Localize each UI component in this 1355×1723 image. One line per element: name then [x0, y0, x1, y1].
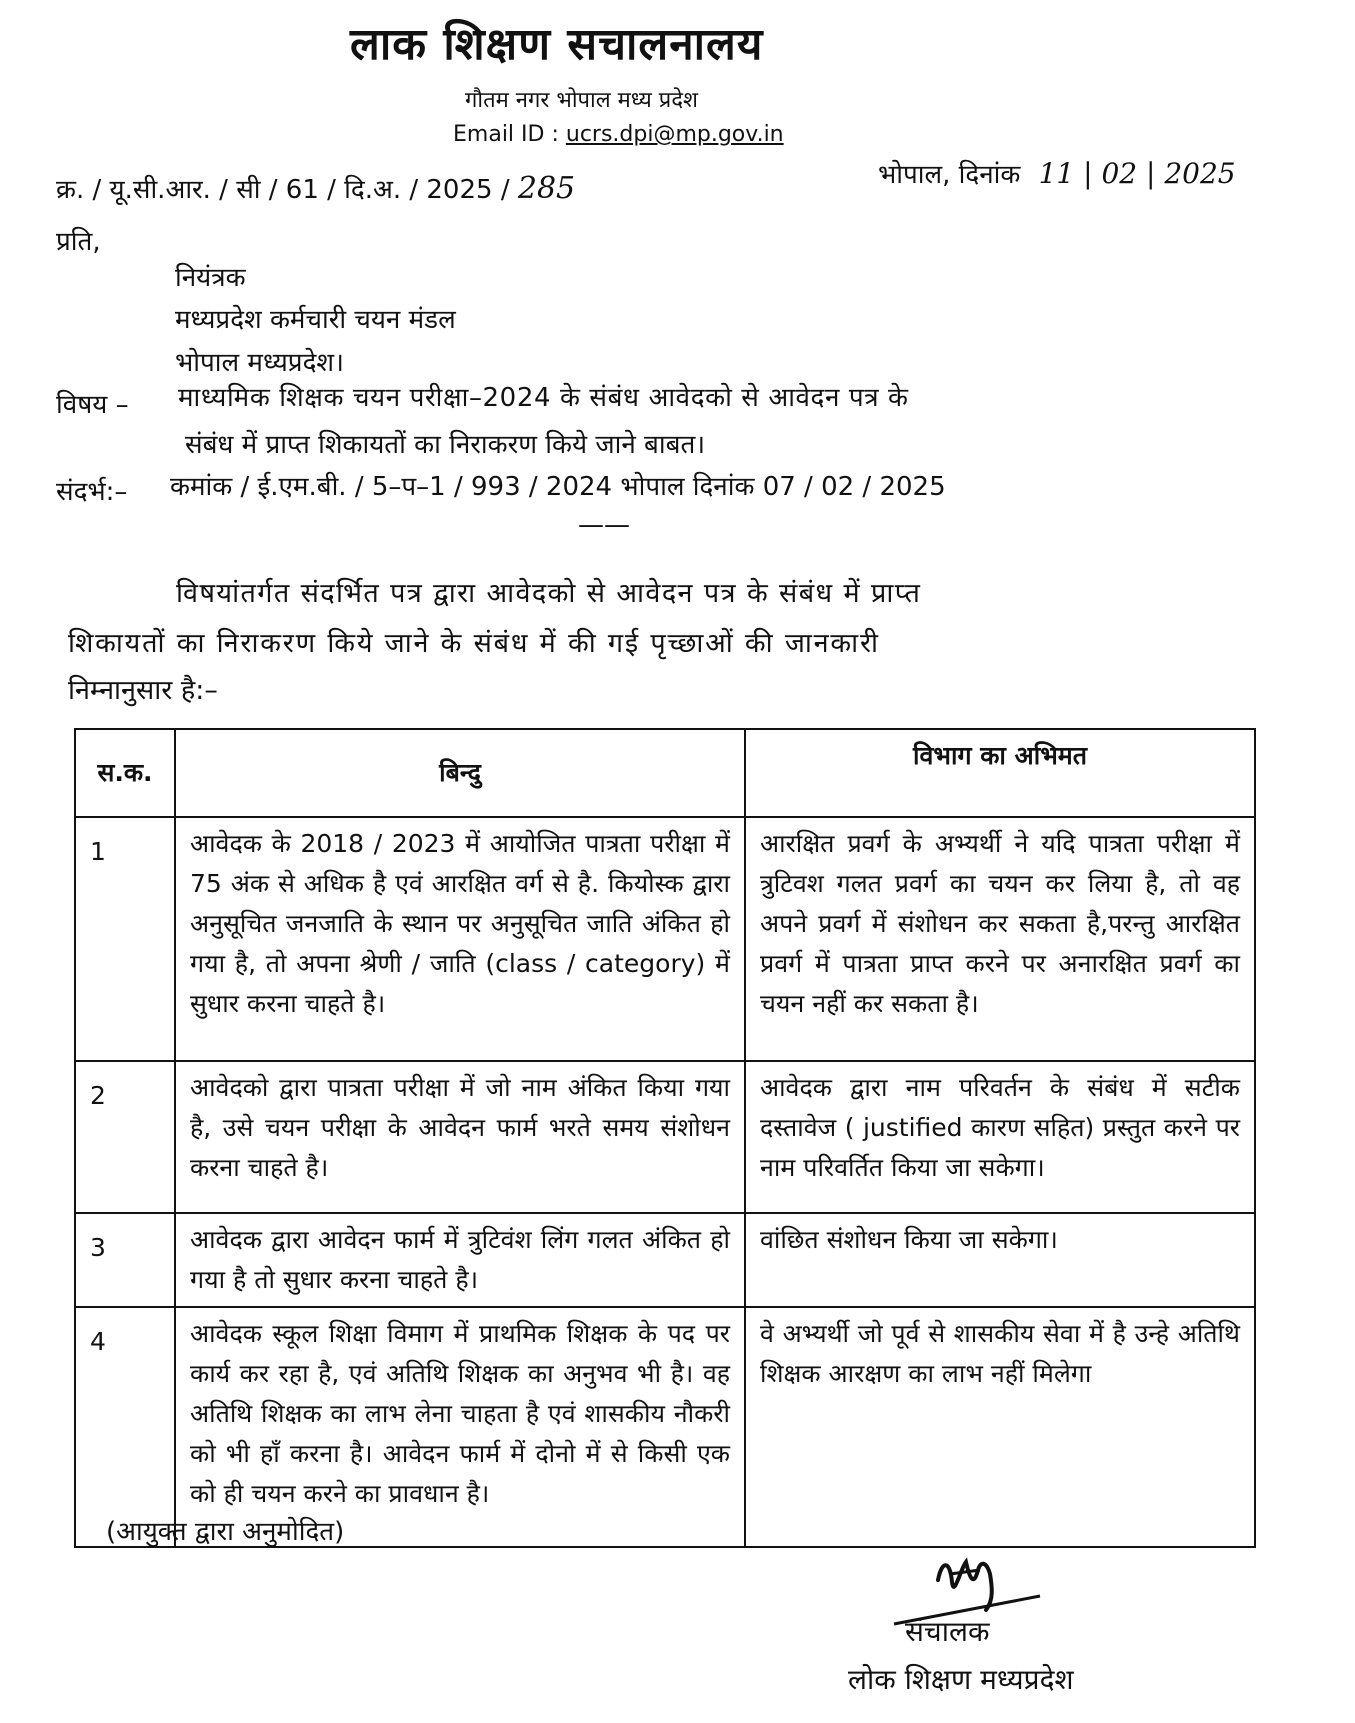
letter-number-handwritten: 285 [517, 171, 576, 206]
email-label: Email ID : [453, 122, 559, 147]
table-row [75, 1307, 1255, 1547]
intro-line-2: शिकायतों का निराकरण किये जाने के संबंध में की गई पृच्छाओं की जानकारी [68, 628, 880, 659]
reference-separator: —— [578, 510, 630, 540]
row-point: आवेदक स्कूल शिक्षा विमाग में प्राथमिक शिक्षक के पद पर कार्य कर रहा है, एवं अतिथि शिक्षक का अनुभव भी है। वह अतिथि शिक्षक का लाभ लेना चाहता है एवं शासकीय नौकरी को भी हाँ करना है। आवेदन फार्म में दोनो में से किसी एक को ही चयन करने का प्रावधान है। [175, 1307, 745, 1547]
row-serial: 1 [75, 817, 175, 1061]
reference-text: कमांक / ई.एम.बी. / 5–प–1 / 993 / 2024 भोपाल दिनांक 07 / 02 / 2025 [170, 472, 946, 502]
addressee-line-1: नियंत्रक [175, 263, 246, 293]
row-point: आवेदक के 2018 / 2023 में आयोजित पात्रता परीक्षा में 75 अंक से अधिक है एवं आरक्षित वर्ग से है. कियोस्क द्वारा अनुसूचित जनजाति के स्थान पर अनुसूचित जाति अंकित हो गया है, तो अपना श्रेणी / जाति (class / category) में सुधार करना चाहते है। [175, 817, 745, 1061]
date-handwritten: 11 | 02 | 2025 [1038, 157, 1236, 190]
subject-line-2: संबंध में प्राप्त शिकायतों का निराकरण किये जाने बाबत। [185, 430, 706, 460]
row-serial: 2 [75, 1061, 175, 1213]
email-line [453, 122, 784, 147]
header-point: बिन्दु [175, 729, 745, 817]
subject-line-1: माध्यमिक शिक्षक चयन परीक्षा–2024 के संबंध आवेदको से आवेदन पत्र के [178, 383, 909, 413]
intro-line-1: विषयांतर्गत संदर्भित पत्र द्वारा आवेदको से आवेदन पत्र के संबंध में प्राप्त [176, 578, 922, 609]
table-header-row [75, 729, 1255, 817]
table-row [75, 1061, 1255, 1213]
place-date [878, 155, 1236, 191]
row-opinion: वे अभ्यर्थी जो पूर्व से शासकीय सेवा में है उन्हे अतिथि शिक्षक आरक्षण का लाभ नहीं मिलेगा [745, 1307, 1255, 1547]
addressee-line-2: मध्यप्रदेश कर्मचारी चयन मंडल [175, 305, 456, 335]
letter-number-prefix: क्र. / यू.सी.आर. / सी / 61 / दि.अ. / 2025 / [56, 175, 510, 205]
addressee-line-3: भोपाल मध्यप्रदेश। [175, 348, 344, 378]
row-serial: 4 [75, 1307, 175, 1547]
table-row [75, 817, 1255, 1061]
row-opinion: आरक्षित प्रवर्ग के अभ्यर्थी ने यदि पात्रता परीक्षा में त्रुटिवश गलत प्रवर्ग का चयन कर लिया है, तो वह अपने प्रवर्ग में संशोधन कर सकता है,परन्तु आरक्षित प्रवर्ग में पात्रता प्राप्त करने पर अनारक्षित प्रवर्ग का चयन नहीं कर सकता है। [745, 817, 1255, 1061]
office-address: गौतम नगर भोपाल मध्य प्रदेश [465, 88, 698, 113]
signatory-office: लोक शिक्षण मध्यप्रदेश [848, 1663, 1074, 1696]
table-row [75, 1213, 1255, 1307]
complaint-table [74, 728, 1256, 1548]
row-serial: 3 [75, 1213, 175, 1307]
approval-note: (आयुक्त द्वारा अनुमोदित) [106, 1517, 345, 1547]
row-point: आवेदक द्वारा आवेदन फार्म में त्रुटिवंश लिंग गलत अंकित हो गया है तो सुधार करना चाहते है। [175, 1213, 745, 1307]
email-link[interactable]: ucrs.dpi@mp.gov.in [565, 122, 784, 147]
signatory-designation: संचालक [905, 1615, 990, 1648]
subject-label: विषय – [56, 390, 129, 420]
reference-label: संदर्भ:– [56, 477, 128, 507]
office-title: लाक शिक्षण सचालनालय [350, 19, 764, 70]
row-point: आवेदको द्वारा पात्रता परीक्षा में जो नाम अंकित किया गया है, उसे चयन परीक्षा के आवेदन फार्म भरते समय संशोधन करना चाहते है। [175, 1061, 745, 1213]
header-serial: स.क. [75, 729, 175, 817]
header-opinion: विभाग का अभिमत [745, 729, 1255, 817]
letter-number [56, 170, 575, 206]
intro-line-3: निम्नानुसार है:– [68, 675, 218, 706]
addressee-to: प्रति, [56, 227, 101, 257]
place-date-label: भोपाल, दिनांक [878, 160, 1021, 190]
row-opinion: आवेदक द्वारा नाम परिवर्तन के संबंध में सटीक दस्तावेज ( justified कारण सहित) प्रस्तुत करने पर नाम परिवर्तित किया जा सकेगा। [745, 1061, 1255, 1213]
row-opinion: वांछित संशोधन किया जा सकेगा। [745, 1213, 1255, 1307]
